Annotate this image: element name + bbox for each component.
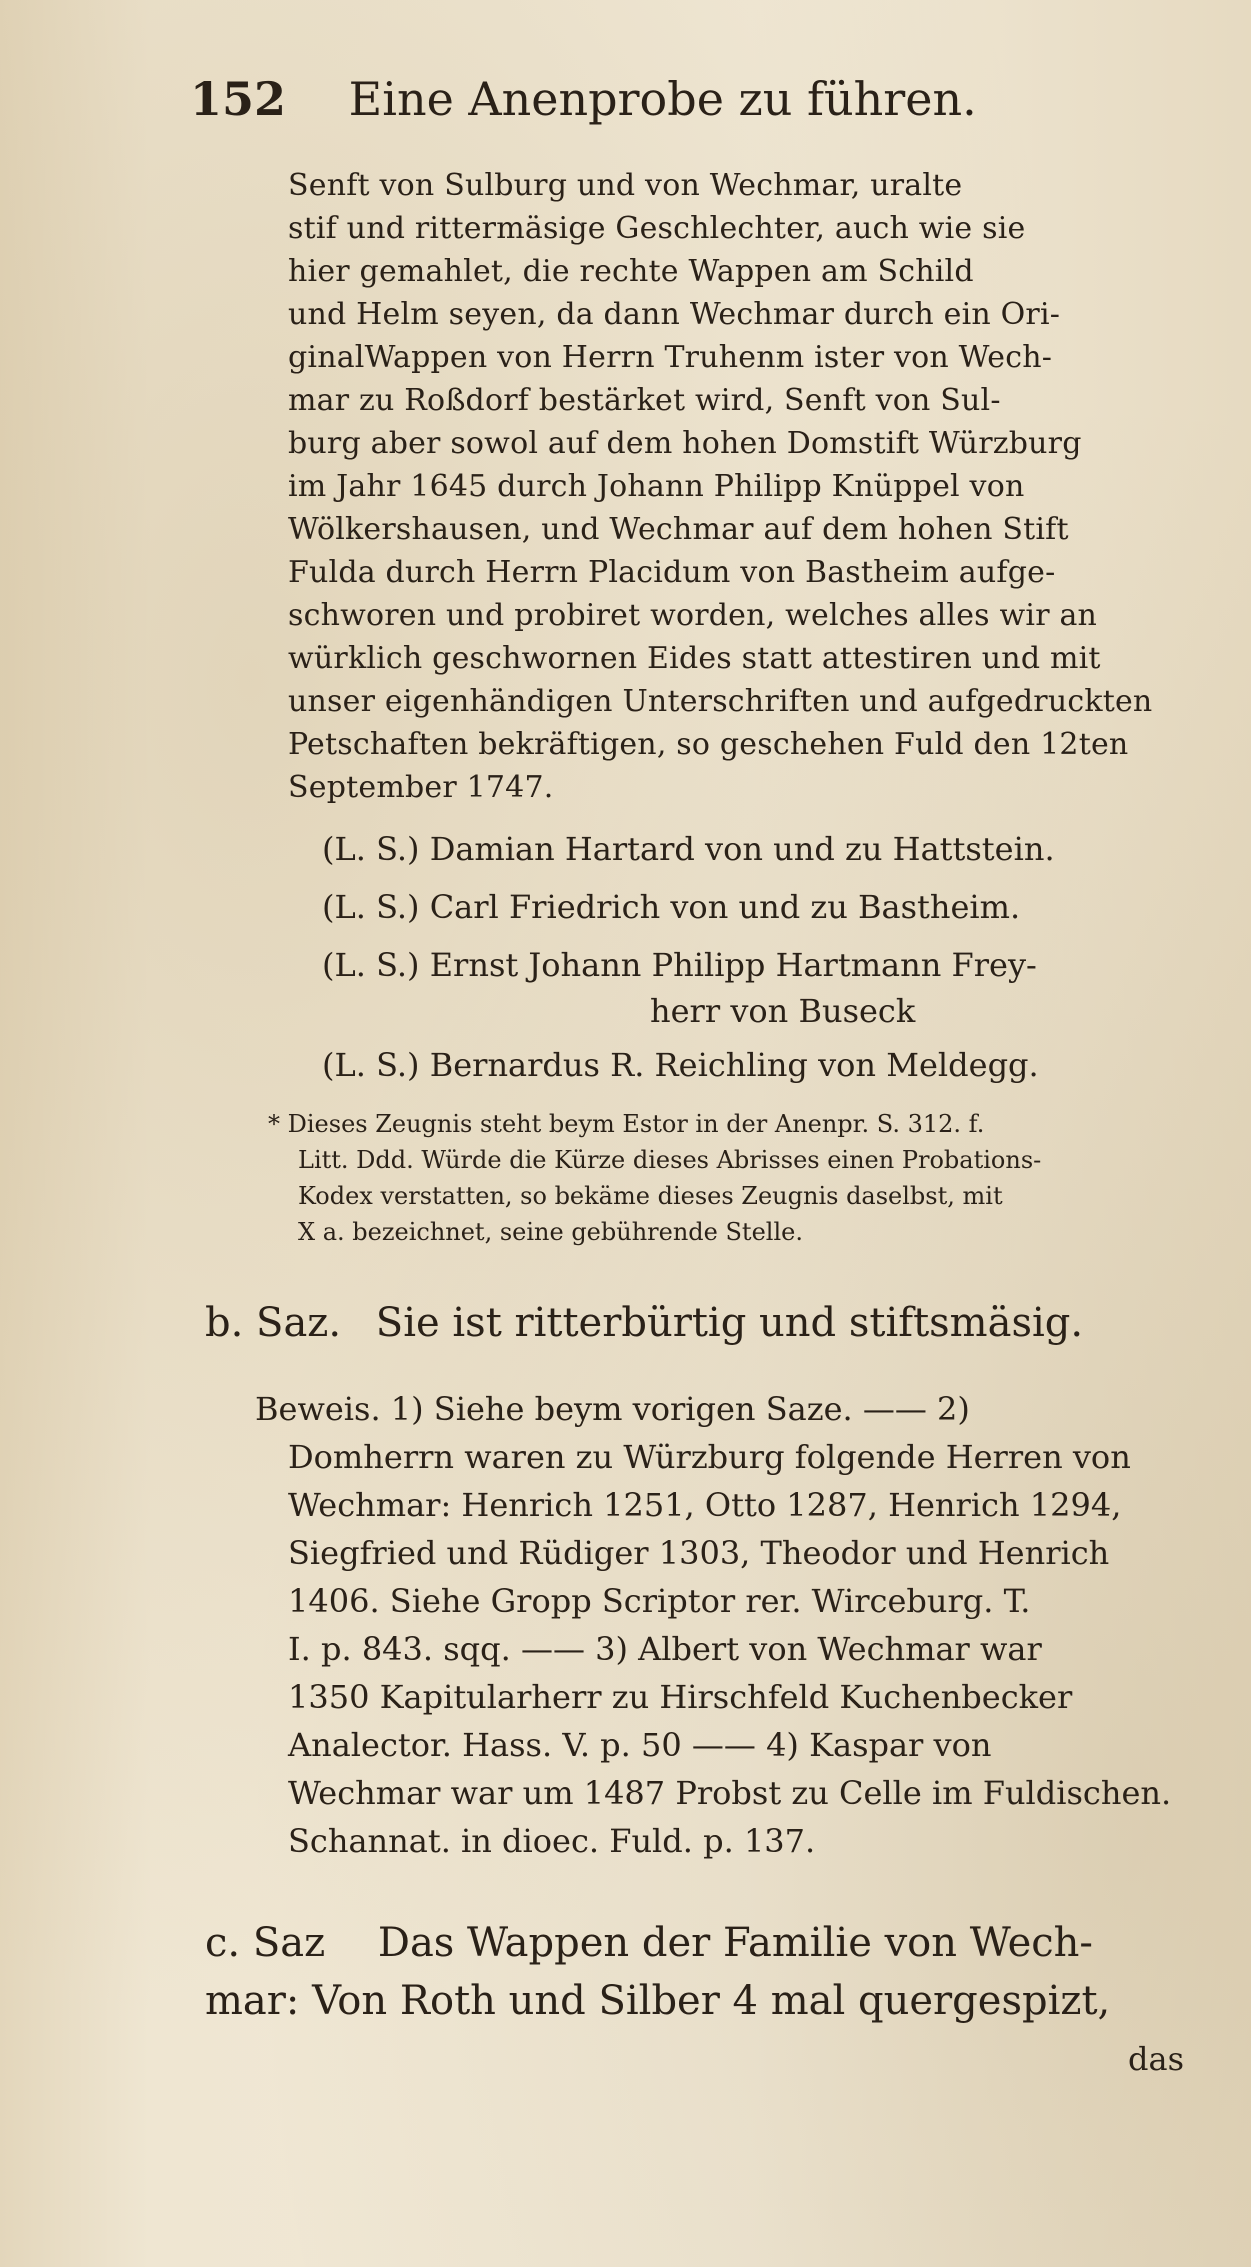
proof-line: Beweis. 1) Siehe beym vorigen Saze. —— 2) (255, 1390, 970, 1428)
proof-line: I. p. 843. sqq. —— 3) Albert von Wechmar war (288, 1630, 1042, 1668)
signature-line (322, 946, 1037, 984)
proof-line: Domherrn waren zu Würzburg folgende Herren von (288, 1438, 1131, 1476)
footnote-line: * Dieses Zeugnis steht beym Estor in der Anenpr. S. 312. f. (268, 1110, 985, 1138)
certificate-line: Fulda durch Herrn Placidum von Bastheim aufge- (288, 555, 1056, 590)
certificate-line: ginalWappen von Herrn Truhenm ister von Wech- (288, 340, 1053, 375)
proof-line: Schannat. in dioec. Fuld. p. 137. (288, 1822, 816, 1860)
signatory-name-continued: herr von Buseck (650, 992, 916, 1030)
section-c-line: mar: Von Roth und Silber 4 mal quergespizt, (205, 1978, 1111, 2024)
proof-line: Wechmar: Henrich 1251, Otto 1287, Henrich 1294, (288, 1486, 1122, 1524)
seal-mark: (L. S.) (322, 830, 420, 868)
certificate-line: unser eigenhändigen Unterschriften und aufgedruckten (288, 684, 1153, 719)
seal-mark: (L. S.) (322, 1046, 420, 1084)
signatory-name: Damian Hartard von und zu Hattstein. (429, 830, 1055, 868)
signatory-name: Carl Friedrich von und zu Bastheim. (429, 888, 1021, 926)
signatory-name: Ernst Johann Philipp Hartmann Frey- (429, 946, 1037, 984)
proof-line: Siegfried und Rüdiger 1303, Theodor und Henrich (288, 1534, 1110, 1572)
seal-mark: (L. S.) (322, 946, 420, 984)
certificate-line: im Jahr 1645 durch Johann Philipp Knüppel von (288, 469, 1025, 504)
certificate-line: würklich geschwornen Eides statt attestiren und mit (288, 641, 1101, 676)
certificate-line: Senft von Sulburg und von Wechmar, uralte (288, 168, 963, 203)
certificate-line: schworen und probiret worden, welches alles wir an (288, 598, 1098, 633)
proof-line: 1350 Kapitularherr zu Hirschfeld Kuchenbecker (288, 1678, 1073, 1716)
catchword: das (1128, 2040, 1184, 2078)
signature-line (322, 830, 1055, 868)
certificate-line: Wölkershausen, und Wechmar auf dem hohen Stift (288, 512, 1069, 547)
page-number: 152 (190, 72, 287, 126)
section-label: c. Saz (205, 1920, 326, 1966)
section-label: b. Saz. (205, 1300, 342, 1346)
section-b-heading (205, 1300, 1083, 1346)
certificate-line: September 1747. (288, 770, 554, 805)
signatory-name: Bernardus R. Reichling von Meldegg. (429, 1046, 1039, 1084)
certificate-line: und Helm seyen, da dann Wechmar durch ein Ori- (288, 297, 1061, 332)
certificate-line: hier gemahlet, die rechte Wappen am Schild (288, 254, 974, 289)
signature-line (322, 1046, 1039, 1084)
certificate-line: Petschaften bekräftigen, so geschehen Fuld den 12ten (288, 727, 1129, 762)
signature-line (322, 888, 1020, 926)
proof-line: Wechmar war um 1487 Probst zu Celle im Fuldischen. (288, 1774, 1172, 1812)
proof-line: Analector. Hass. V. p. 50 —— 4) Kaspar von (288, 1726, 992, 1764)
section-text: Das Wappen der Familie von Wech- (377, 1920, 1093, 1966)
page-header (190, 72, 977, 126)
proof-line: 1406. Siehe Gropp Scriptor rer. Wirceburg. T. (288, 1582, 1031, 1620)
footnote-line: Kodex verstatten, so bekäme dieses Zeugnis daselbst, mit (298, 1182, 1003, 1210)
section-c-heading (205, 1920, 1093, 1966)
seal-mark: (L. S.) (322, 888, 420, 926)
running-title: Eine Anenprobe zu führen. (348, 72, 977, 126)
section-title: Sie ist ritterbürtig und stiftsmäsig. (375, 1300, 1084, 1346)
footnote-line: X a. bezeichnet, seine gebührende Stelle. (298, 1218, 803, 1246)
certificate-line: mar zu Roßdorf bestärket wird, Senft von Sul- (288, 383, 1001, 418)
certificate-line: stif und rittermäsige Geschlechter, auch wie sie (288, 211, 1026, 246)
footnote-line: Litt. Ddd. Würde die Kürze dieses Abrisses einen Probations- (298, 1146, 1042, 1174)
certificate-line: burg aber sowol auf dem hohen Domstift Würzburg (288, 426, 1082, 461)
